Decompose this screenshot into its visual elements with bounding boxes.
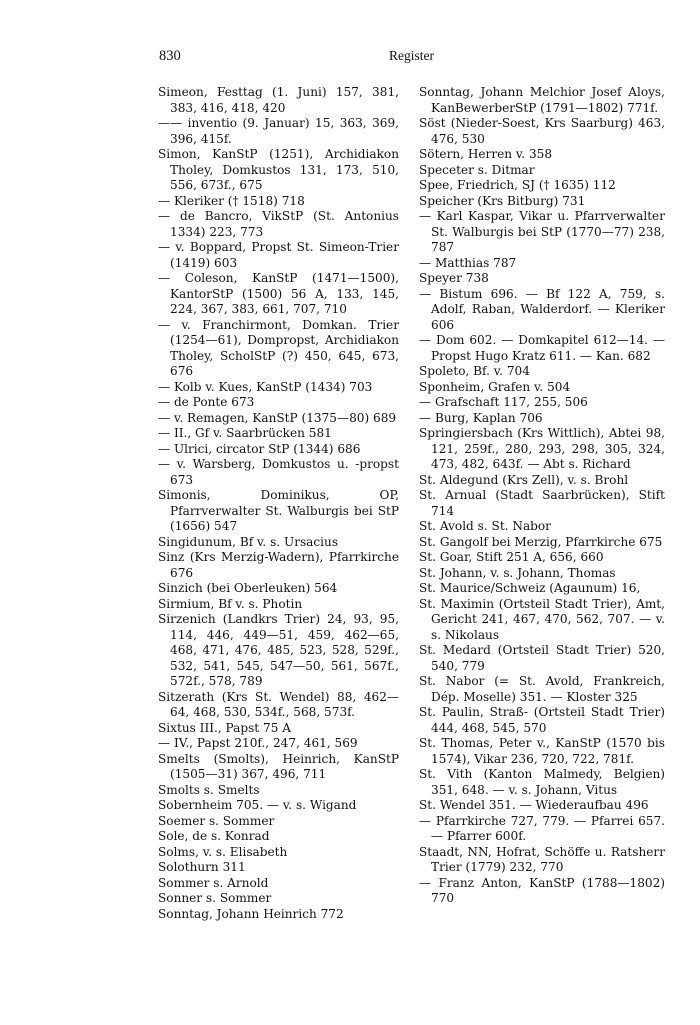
index-entry: — II., Gf v. Saarbrücken 581 [158, 426, 332, 440]
index-entry: — v. Franchirmont, Domkan. Trier (1254—61), Dompropst, Archidiakon Tholey, ScholStP (?) 450, 645, 673, 676 [158, 317, 399, 378]
index-entry: Solothurn 311 [158, 860, 246, 874]
index-entry: Söst (Nieder-Soest, Krs Saarburg) 463, 476, 530 [419, 116, 665, 146]
index-entry: Sonntag, Johann Melchior Josef Aloys, KanBewerberStP (1791—1802) 771f. [419, 85, 665, 115]
index-entry: Sonner s. Sommer [158, 891, 272, 905]
index-entry: Spoleto, Bf. v. 704 [419, 364, 530, 378]
index-entry: St. Goar, Stift 251 A, 656, 660 [419, 550, 604, 564]
index-entry: St. Vith (Kanton Malmedy, Belgien) 351, 648. — v. s. Johann, Vitus [419, 767, 665, 797]
index-entry: St. Gangolf bei Merzig, Pfarrkirche 675 [419, 534, 663, 549]
index-entry: Sirzenich (Landkrs Trier) 24, 93, 95, 114, 446, 449—51, 459, 462—65, 468, 471, 476, 485, 523, 528, 529f., 532, 541, 545, 547—50, 561, 567f., 572f., 578, 789 [158, 612, 399, 688]
index-entry: Sinzich (bei Oberleuken) 564 [158, 581, 338, 595]
index-entry: Simon, KanStP (1251), Archidiakon Tholey, Domkustos 131, 173, 510, 556, 673f., 675 [158, 147, 399, 192]
index-entry: — Matthias 787 [419, 255, 517, 270]
index-entry: — Pfarrkirche 727, 779. — Pfarrei 657. — Pfarrer 600f. [419, 813, 665, 843]
index-entry: Solms, v. s. Elisabeth [158, 844, 288, 859]
running-title: Register [389, 48, 434, 63]
index-entry: Sitzerath (Krs St. Wendel) 88, 462—64, 468, 530, 534f., 568, 573f. [158, 689, 399, 719]
index-entry: Springiersbach (Krs Wittlich), Abtei 98, 121, 259f., 280, 293, 298, 305, 324, 473, 482, 643f. — Abt s. Richard [419, 426, 665, 471]
index-entry: Staadt, NN, Hofrat, Schöffe u. Ratsherr Trier (1779) 232, 770 [419, 844, 665, 874]
index-entry: — v. Remagen, KanStP (1375—80) 689 [158, 410, 397, 425]
index-entry: St. Avold s. St. Nabor [419, 519, 551, 533]
index-entry: — Karl Kaspar, Vikar u. Pfarrverwalter St. Walburgis bei StP (1770—77) 238, 787 [419, 209, 665, 254]
index-entry: Simeon, Festtag (1. Juni) 157, 381, 383, 416, 418, 420 [158, 85, 399, 115]
index-entry: Sötern, Herren v. 358 [419, 147, 553, 161]
index-entry: St. Nabor (= St. Avold, Frankreich, Dép. Moselle) 351. — Kloster 325 [419, 674, 665, 704]
index-entry: Sobernheim 705. — v. s. Wigand [158, 798, 357, 812]
index-entry: St. Johann, v. s. Johann, Thomas [419, 565, 616, 580]
index-entry: Smelts (Smolts), Heinrich, KanStP (1505—31) 367, 496, 711 [158, 751, 399, 781]
index-entry: St. Thomas, Peter v., KanStP (1570 bis 1574), Vikar 236, 720, 722, 781f. [419, 736, 665, 766]
index-entry: — de Ponte 673 [158, 395, 255, 409]
left-column [158, 85, 399, 922]
index-entry: Sole, de s. Konrad [158, 829, 270, 843]
index-entry: St. Maurice/Schweiz (Agaunum) 16, [419, 581, 641, 595]
index-entry: Soemer s. Sommer [158, 813, 275, 828]
index-entry: Sirmium, Bf v. s. Photin [158, 596, 303, 611]
index-entry: Simonis, Dominikus, OP, Pfarrverwalter St. Walburgis bei StP (1656) 547 [158, 488, 399, 533]
index-entry: Speceter s. Ditmar [419, 162, 535, 177]
index-entry: Sinz (Krs Merzig-Wadern), Pfarrkirche 676 [158, 550, 399, 580]
page-header [159, 48, 664, 68]
index-entry: — Bistum 696. — Bf 122 A, 759, s. Adolf, Raban, Walderdorf. — Kleriker 606 [419, 286, 665, 332]
index-entry: St. Paulin, Straß- (Ortsteil Stadt Trier) 444, 468, 545, 570 [419, 705, 665, 735]
index-entry: Sixtus III., Papst 75 A [158, 720, 291, 735]
index-entry: Sponheim, Grafen v. 504 [419, 379, 571, 394]
index-entry: — Franz Anton, KanStP (1788—1802) 770 [419, 875, 665, 905]
index-entry: St. Maximin (Ortsteil Stadt Trier), Amt, Gericht 241, 467, 470, 562, 707. — v. s. Nikolaus [419, 596, 665, 642]
index-entry: — Grafschaft 117, 255, 506 [419, 395, 588, 409]
index-entry: St. Wendel 351. — Wiederaufbau 496 [419, 798, 649, 812]
index-entry: Sommer s. Arnold [158, 875, 269, 890]
index-entry: — Burg, Kaplan 706 [419, 410, 543, 425]
index-entry: — Dom 602. — Domkapitel 612—14. — Propst Hugo Kratz 611. — Kan. 682 [419, 333, 665, 363]
index-entry: — IV., Papst 210f., 247, 461, 569 [158, 736, 358, 750]
page-number: 830 [159, 48, 181, 64]
index-entry: Spee, Friedrich, SJ († 1635) 112 [419, 178, 616, 192]
index-entry: — v. Boppard, Propst St. Simeon-Trier (1419) 603 [158, 240, 399, 270]
index-entry: Speicher (Krs Bitburg) 731 [419, 193, 586, 208]
index-entry: —— inventio (9. Januar) 15, 363, 369, 396, 415f. [158, 116, 399, 146]
index-entry: St. Arnual (Stadt Saarbrücken), Stift 714 [419, 488, 665, 518]
index-entry: — Kolb v. Kues, KanStP (1434) 703 [158, 379, 373, 394]
index-entry: — Coleson, KanStP (1471—1500), KantorStP (1500) 56 A, 133, 145, 224, 367, 383, 661, 707, 710 [158, 271, 399, 316]
index-entry: — v. Warsberg, Domkustos u. -propst 673 [158, 457, 399, 487]
index-entry: Smolts s. Smelts [158, 782, 260, 797]
index-entry: Singidunum, Bf v. s. Ursacius [158, 534, 339, 549]
index-entry: — Kleriker († 1518) 718 [158, 193, 305, 208]
index-entry: — de Bancro, VikStP (St. Antonius 1334) 223, 773 [158, 209, 399, 239]
index-entry: — Ulrici, circator StP (1344) 686 [158, 441, 361, 456]
index-entry: St. Medard (Ortsteil Stadt Trier) 520, 540, 779 [419, 643, 665, 673]
index-entry: Sonntag, Johann Heinrich 772 [158, 906, 344, 921]
index-entry: Speyer 738 [419, 271, 489, 285]
index-entry: St. Aldegund (Krs Zell), v. s. Brohl [419, 472, 629, 487]
right-column [419, 85, 665, 907]
